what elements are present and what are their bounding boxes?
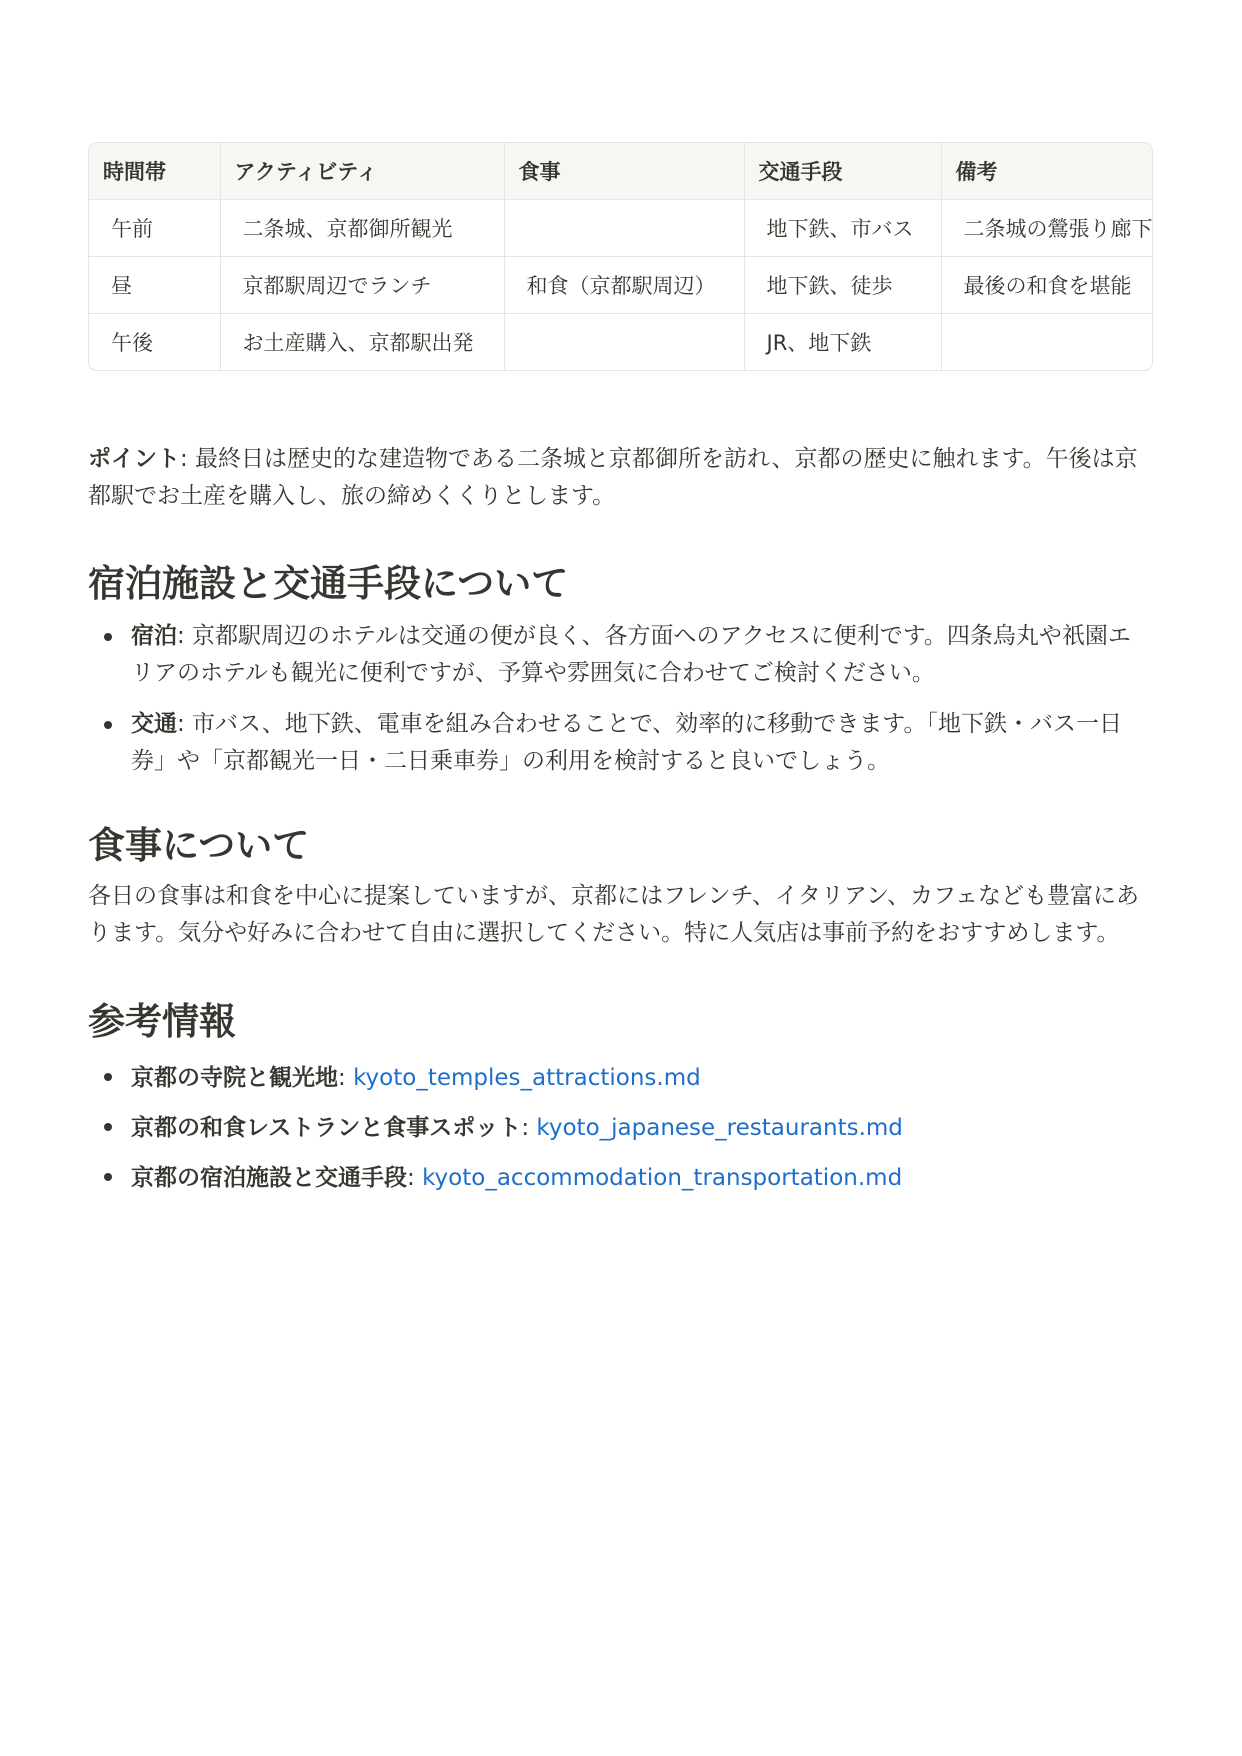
point-text: : 最終日は歴史的な建造物である二条城と京都御所を訪れ、京都の歴史に触れます。午後は京都駅でお土産を購入し、旅の締めくくりとします。 <box>88 446 1138 509</box>
separator: : <box>407 1165 423 1191</box>
heading-references: 参考情報 <box>88 1000 236 1043</box>
reference-label: 京都の寺院と観光地 <box>131 1065 338 1091</box>
table-row <box>89 199 1153 256</box>
reference-link[interactable]: kyoto_accommodation_transportation.md <box>422 1165 903 1191</box>
table-row <box>89 313 1153 370</box>
table-cell: 二条城の鶯張り廊下 <box>941 199 1153 256</box>
document-content <box>88 142 1153 1198</box>
list-item <box>88 618 1153 692</box>
table-cell: 昼 <box>89 256 220 313</box>
table-cell: 地下鉄、徒歩 <box>744 256 941 313</box>
reference-label: 京都の宿泊施設と交通手段 <box>131 1165 407 1191</box>
header-time: 時間帯 <box>89 143 220 199</box>
reference-label: 京都の和食レストランと食事スポット <box>131 1115 522 1141</box>
bullet-icon <box>104 633 112 641</box>
bullet-icon <box>104 1073 112 1081</box>
bullet-icon <box>104 721 112 729</box>
table-cell <box>504 313 744 370</box>
reference-list <box>88 1058 1153 1198</box>
point-label: ポイント <box>88 446 180 472</box>
bullet-icon <box>104 1123 112 1131</box>
table-row <box>89 256 1153 313</box>
header-meal: 食事 <box>504 143 744 199</box>
item-label: 交通 <box>131 711 177 737</box>
item-text: : 市バス、地下鉄、電車を組み合わせることで、効率的に移動できます。「地下鉄・バス一日券」や「京都観光一日・二日乗車券」の利用を検討すると良いでしょう。 <box>131 711 1122 774</box>
accommodation-list <box>88 618 1153 780</box>
table-cell: 地下鉄、市バス <box>744 199 941 256</box>
list-item <box>88 706 1153 780</box>
heading-accommodation-transport: 宿泊施設と交通手段について <box>88 562 569 605</box>
separator: : <box>338 1065 354 1091</box>
header-transport: 交通手段 <box>744 143 941 199</box>
table-cell: 午後 <box>89 313 220 370</box>
list-item <box>88 1158 1153 1198</box>
table-cell: 京都駅周辺でランチ <box>220 256 504 313</box>
point-paragraph <box>88 441 1153 515</box>
reference-link[interactable]: kyoto_temples_attractions.md <box>353 1065 701 1091</box>
table-header-row <box>89 143 1153 199</box>
table-cell: 午前 <box>89 199 220 256</box>
table-cell <box>941 313 1153 370</box>
reference-link[interactable]: kyoto_japanese_restaurants.md <box>536 1115 903 1141</box>
heading-food: 食事について <box>88 824 310 867</box>
bullet-icon <box>104 1173 112 1181</box>
itinerary-table <box>88 142 1153 371</box>
list-item <box>88 1108 1153 1148</box>
table-cell: 二条城、京都御所観光 <box>220 199 504 256</box>
table-cell: 最後の和食を堪能 <box>941 256 1153 313</box>
header-activity: アクティビティ <box>220 143 504 199</box>
table-cell: お土産購入、京都駅出発 <box>220 313 504 370</box>
table-cell: JR、地下鉄 <box>744 313 941 370</box>
table-cell: 和食（京都駅周辺） <box>504 256 744 313</box>
food-paragraph: 各日の食事は和食を中心に提案していますが、京都にはフレンチ、イタリアン、カフェなども豊富にあります。気分や好みに合わせて自由に選択してください。特に人気店は事前予約をおすすめします。 <box>88 883 1139 946</box>
item-label: 宿泊 <box>131 623 177 649</box>
separator: : <box>521 1115 537 1141</box>
table-cell <box>504 199 744 256</box>
list-item <box>88 1058 1153 1098</box>
item-text: : 京都駅周辺のホテルは交通の便が良く、各方面へのアクセスに便利です。四条烏丸や祇園エリアのホテルも観光に便利ですが、予算や雰囲気に合わせてご検討ください。 <box>131 623 1131 686</box>
header-notes: 備考 <box>941 143 1153 199</box>
